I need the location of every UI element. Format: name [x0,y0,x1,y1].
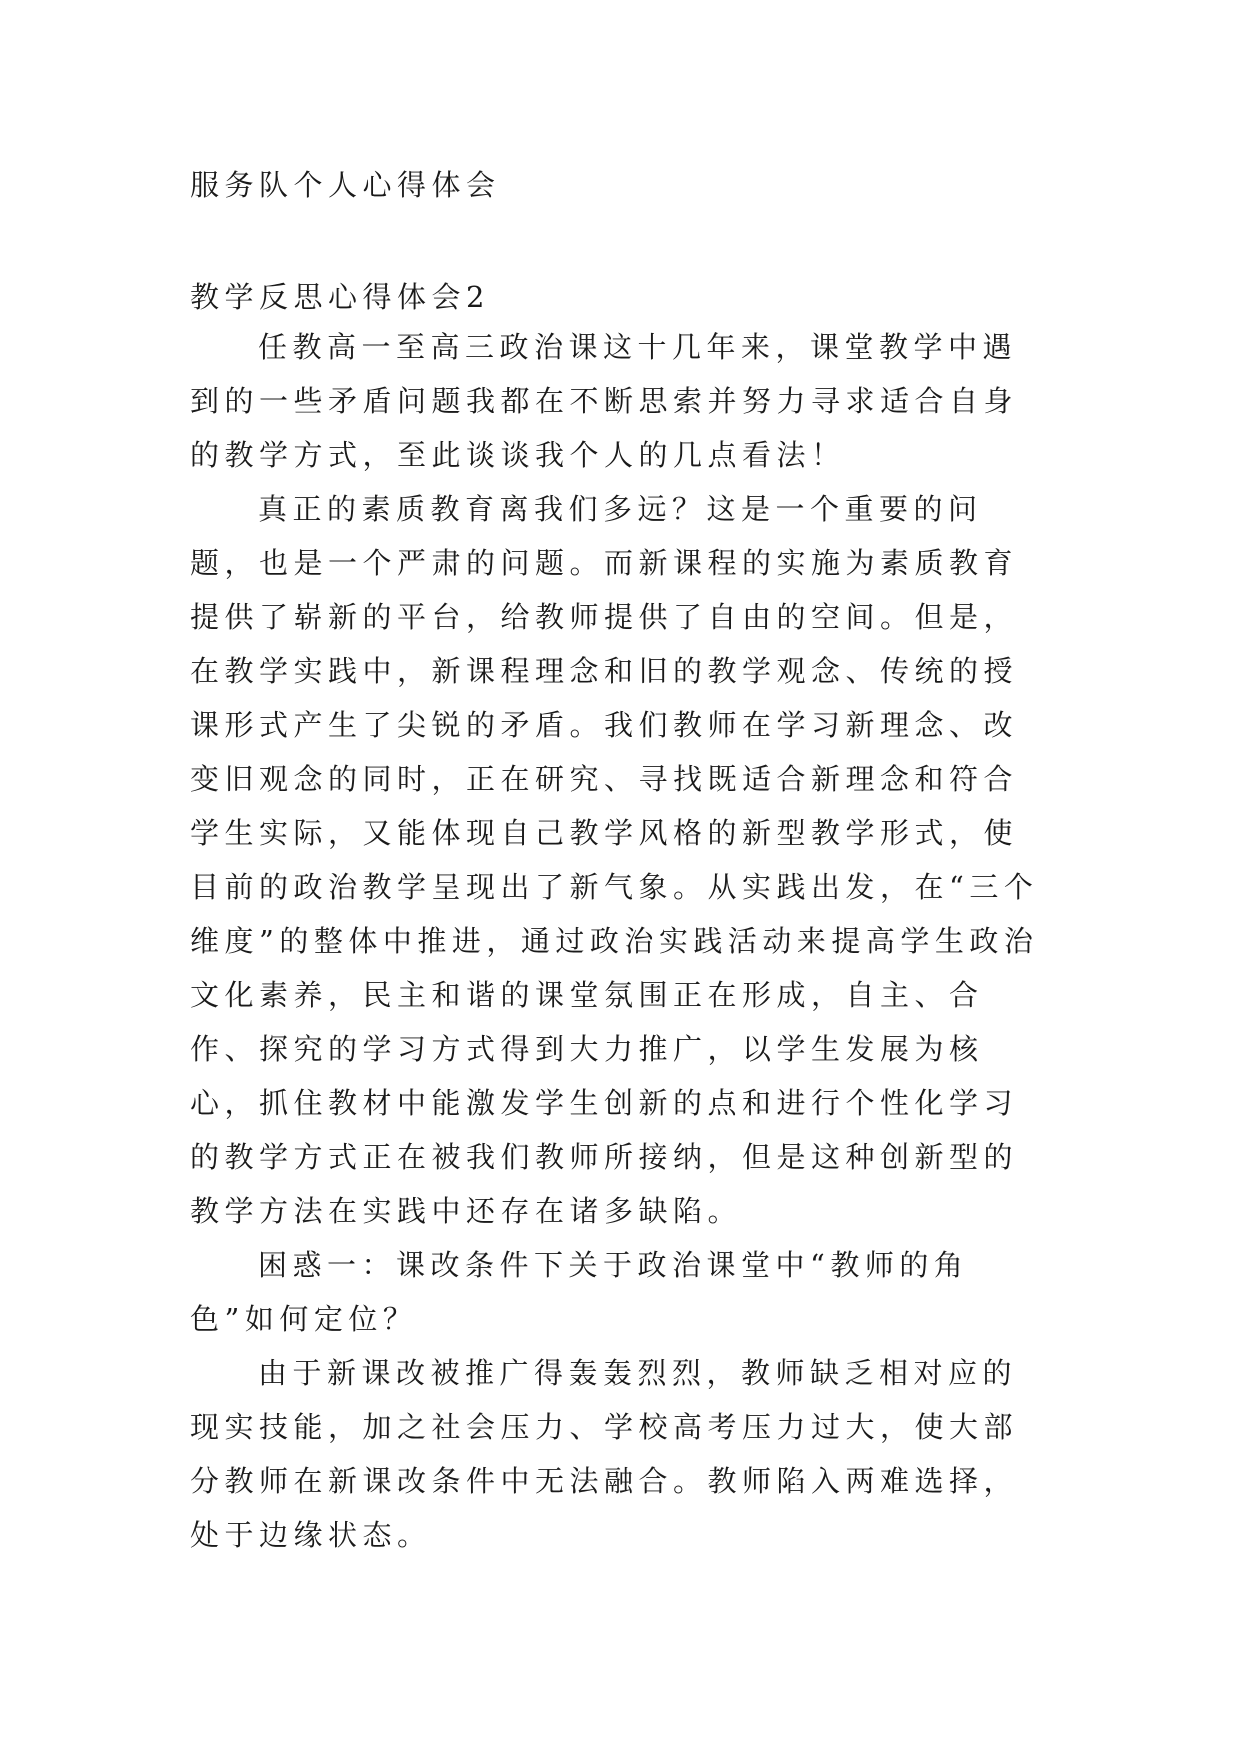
document-body [190,320,1050,1562]
paragraph-reform-pressure: 由于新课改被推广得轰轰烈烈，教师缺乏相对应的现实技能，加之社会压力、学校高考压力过大，使大部分教师在新课改条件中无法融合。教师陷入两难选择，处于边缘状态。 [190,1356,1019,1552]
paragraph-confusion-one: 困惑一：课改条件下关于政治课堂中“教师的角色”如何定位？ [190,1248,969,1336]
paragraph-intro: 任教高一至高三政治课这十几年来，课堂教学中遇到的一些矛盾问题我都在不断思索并努力寻求适合自身的教学方式，至此谈谈我个人的几点看法！ [190,330,1019,472]
section-title: 教学反思心得体会2 [190,280,490,314]
paragraph-quality-education: 真正的素质教育离我们多远？这是一个重要的问题，也是一个严肃的问题。而新课程的实施为素质教育提供了崭新的平台，给教师提供了自由的空间。但是，在教学实践中，新课程理念和旧的教学观念、传统的授课形式产生了尖锐的矛盾。我们教师在学习新理念、改变旧观念的同时，正在研究、寻找既适合新理念和符合学生实际，又能体现自己教学风格的新型教学形式，使目前的政治教学呈现出了新气象。从实践出发，在“三个维度”的整体中推进，通过政治实践活动来提高学生政治文化素养，民主和谐的课堂氛围正在形成，自主、合作、探究的学习方式得到大力推广，以学生发展为核心，抓住教材中能激发学生创新的点和进行个性化学习的教学方式正在被我们教师所接纳，但是这种创新型的教学方法在实践中还存在诸多缺陷。 [190,492,1039,1228]
document-header-title: 服务队个人心得体会 [190,168,501,202]
